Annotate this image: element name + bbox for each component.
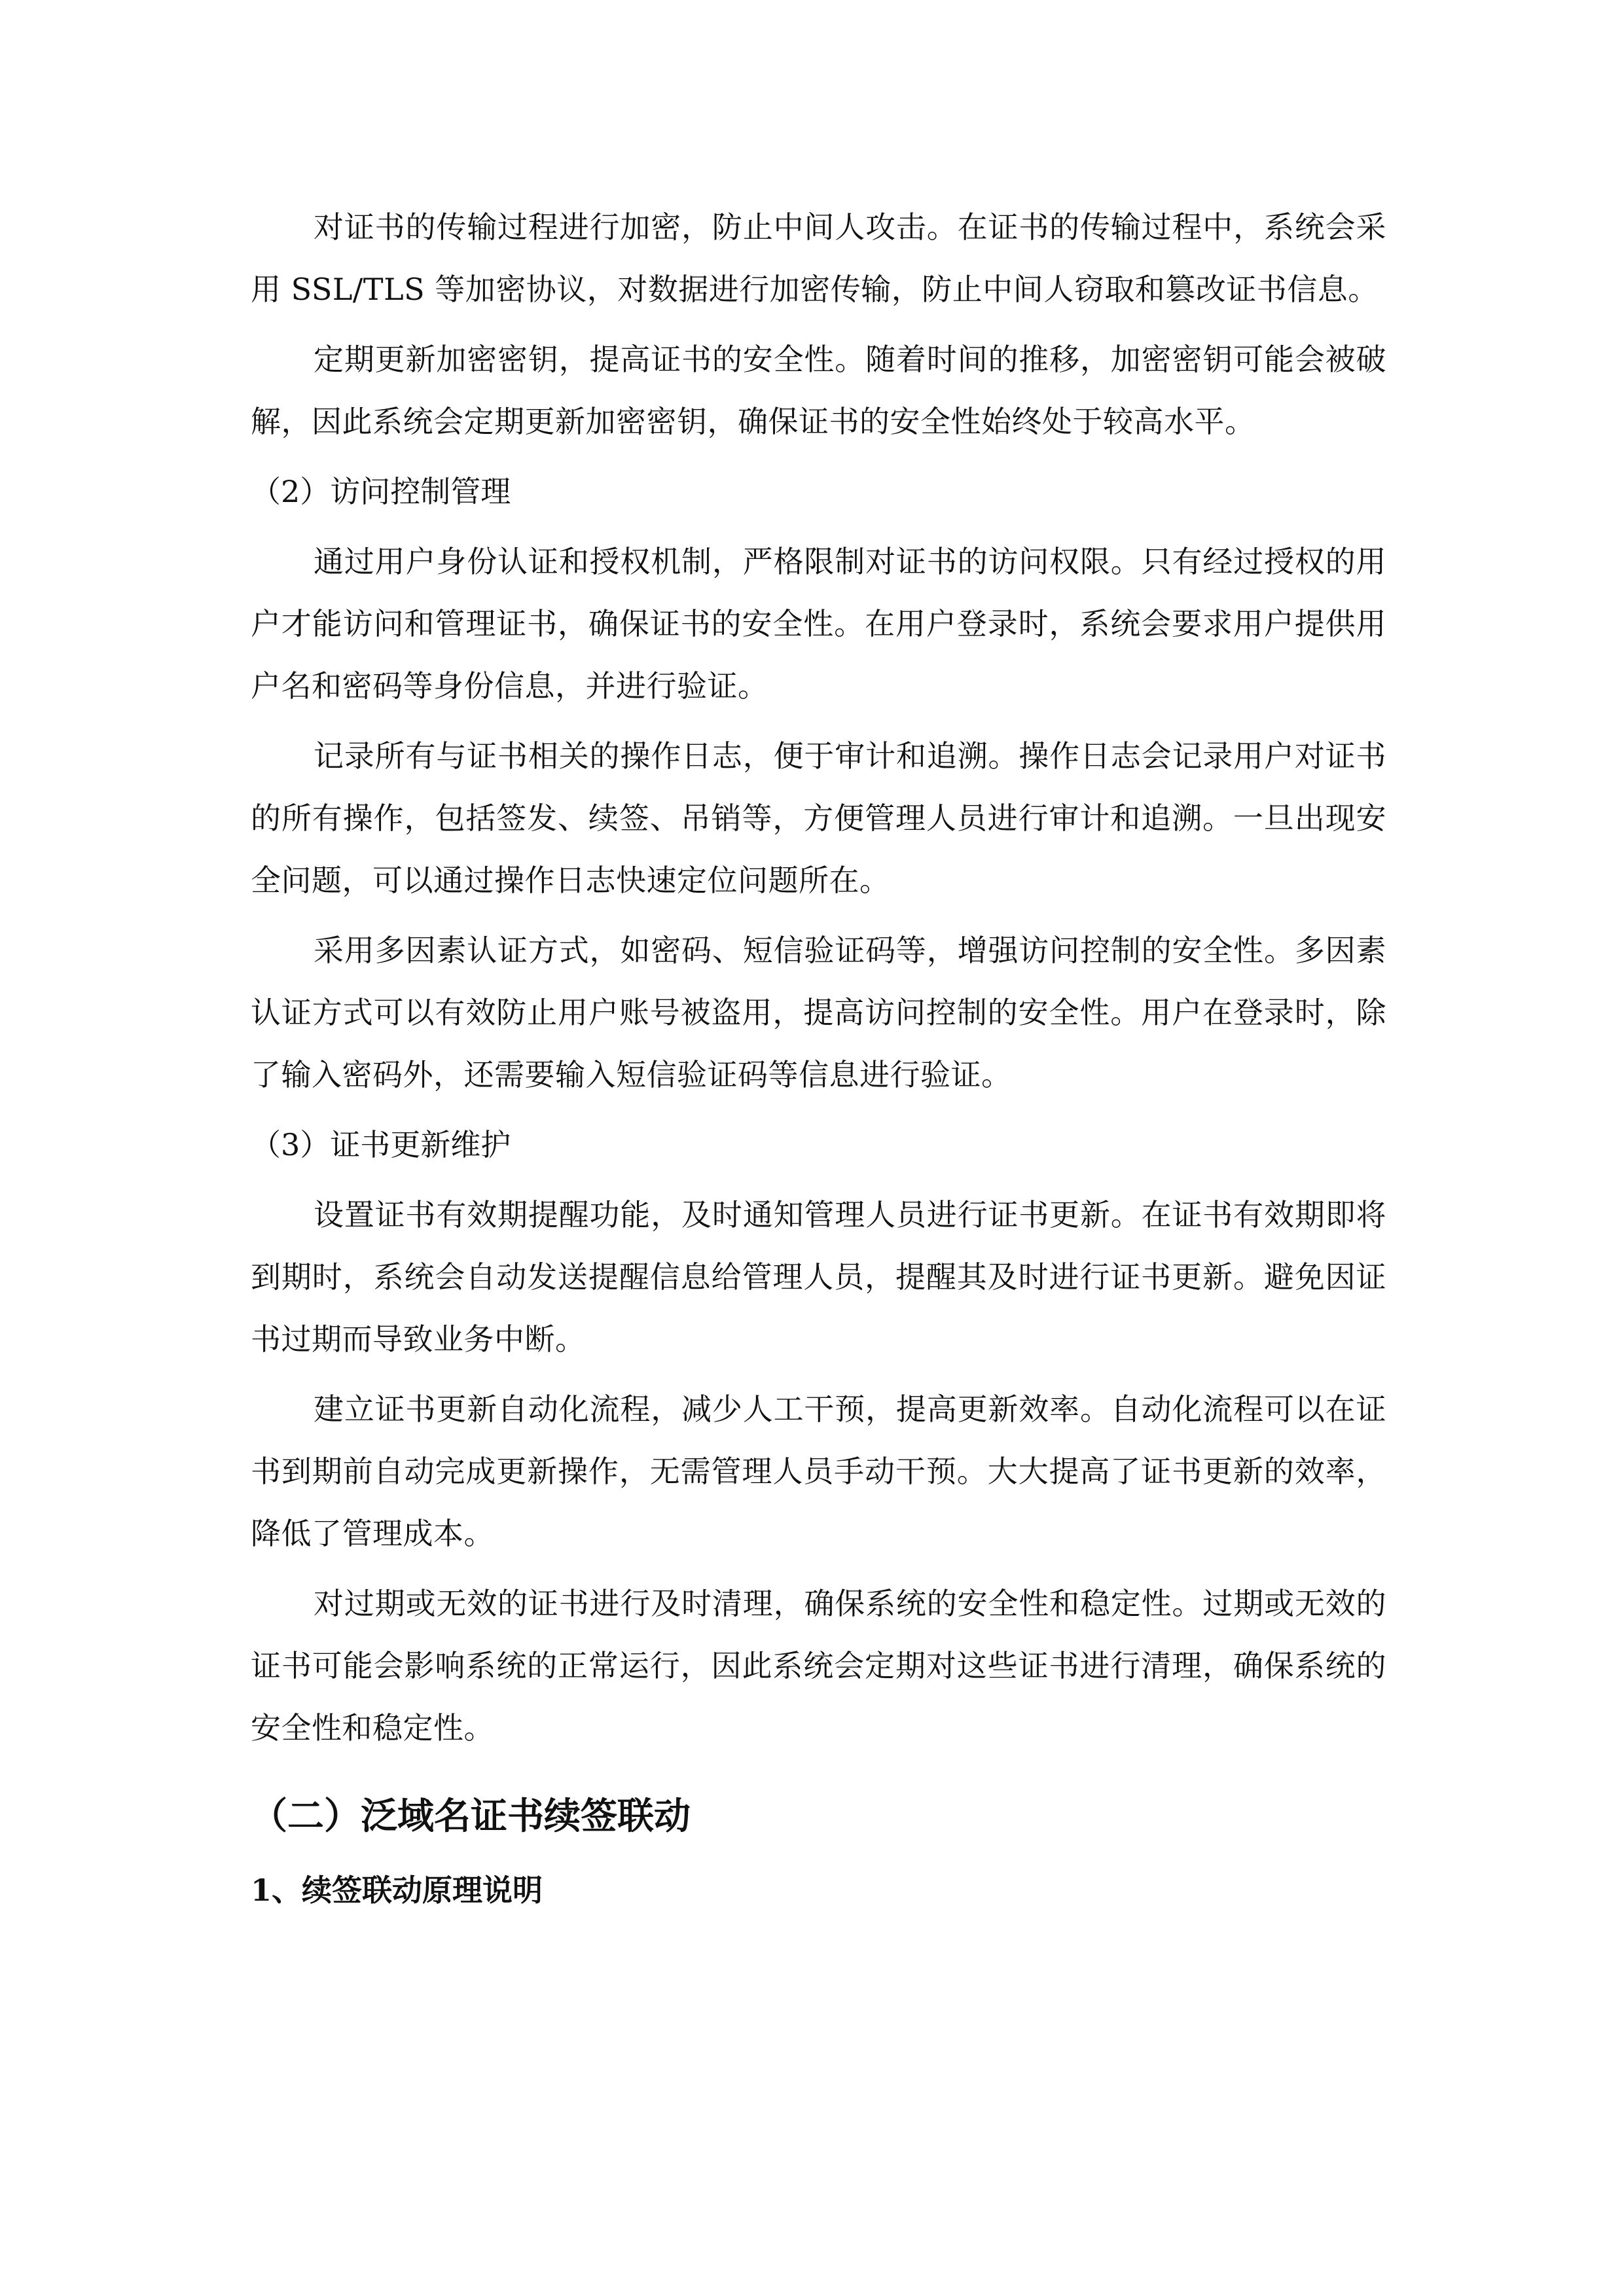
section-heading: （二）泛域名证书续签联动 bbox=[251, 1795, 691, 1838]
paragraph-expiry-reminder: 设置证书有效期提醒功能，及时通知管理人员进行证书更新。在证书有效期即将到期时，系统会自动发送提醒信息给管理人员，提醒其及时进行证书更新。避免因证书过期而导致业务中断。 bbox=[251, 1197, 1386, 1357]
paragraph-operation-logs: 记录所有与证书相关的操作日志，便于审计和追溯。操作日志会记录用户对证书的所有操作，包括签发、续签、吊销等，方便管理人员进行审计和追溯。一旦出现安全问题，可以通过操作日志快速定位问题所在。 bbox=[251, 738, 1386, 898]
paragraph-multi-factor: 采用多因素认证方式，如密码、短信验证码等，增强访问控制的安全性。多因素认证方式可以有效防止用户账号被盗用，提高访问控制的安全性。用户在登录时，除了输入密码外，还需要输入短信验证码等信息进行验证。 bbox=[251, 933, 1386, 1092]
page-content bbox=[251, 196, 1386, 1922]
subheading-cert-renewal: （3）证书更新维护 bbox=[251, 1127, 511, 1162]
paragraph-transport-encryption: 对证书的传输过程进行加密，防止中间人攻击。在证书的传输过程中，系统会采用 SSL/TLS 等加密协议，对数据进行加密传输，防止中间人窃取和篡改证书信息。 bbox=[251, 209, 1386, 307]
paragraph-key-rotation: 定期更新加密密钥，提高证书的安全性。随着时间的推移，加密密钥可能会被破解，因此系统会定期更新加密密钥，确保证书的安全性始终处于较高水平。 bbox=[251, 342, 1386, 439]
paragraph-authentication: 通过用户身份认证和授权机制，严格限制对证书的访问权限。只有经过授权的用户才能访问和管理证书，确保证书的安全性。在用户登录时，系统会要求用户提供用户名和密码等身份信息，并进行验证。 bbox=[251, 544, 1386, 704]
paragraph-automation: 建立证书更新自动化流程，减少人工干预，提高更新效率。自动化流程可以在证书到期前自动完成更新操作，无需管理人员手动干预。大大提高了证书更新的效率，降低了管理成本。 bbox=[251, 1391, 1386, 1551]
paragraph-cleanup: 对过期或无效的证书进行及时清理，确保系统的安全性和稳定性。过期或无效的证书可能会影响系统的正常运行，因此系统会定期对这些证书进行清理，确保系统的安全性和稳定性。 bbox=[251, 1586, 1386, 1746]
subsection-heading: 1、续签联动原理说明 bbox=[251, 1873, 543, 1908]
subheading-access-control: （2）访问控制管理 bbox=[251, 474, 511, 509]
